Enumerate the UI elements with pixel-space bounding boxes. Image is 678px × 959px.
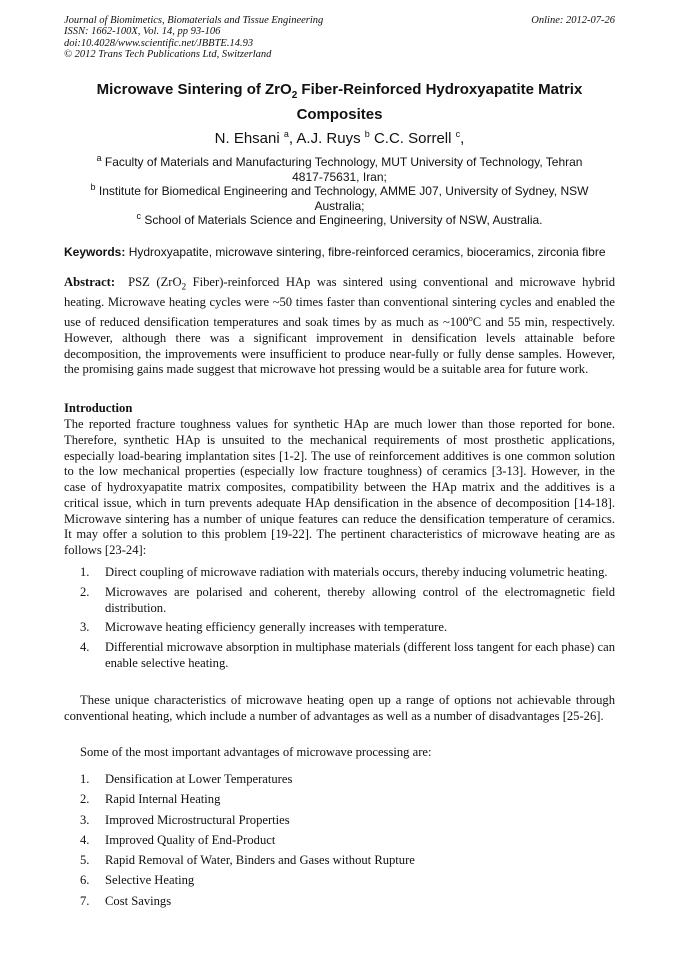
list-item-text: Improved Microstructural Properties	[105, 812, 290, 827]
list-item-number: 5.	[80, 853, 90, 868]
affiliation-a-line2: 4817-75631, Iran;	[292, 170, 387, 184]
list-item-text: Cost Savings	[105, 893, 172, 908]
list-item-text: Rapid Internal Heating	[105, 792, 221, 807]
list-item-number: 6.	[80, 873, 90, 888]
list-item-number: 4.	[80, 640, 90, 654]
author-1: N. Ehsani	[214, 130, 280, 147]
list-item	[64, 850, 615, 870]
journal-name: Journal of Biomimetics, Biomaterials and Tissue Engineering	[64, 15, 324, 26]
list-item-number: 7.	[80, 893, 90, 908]
affiliation-c-sup: c	[136, 211, 141, 221]
list-item	[64, 565, 615, 581]
list-item-text: Selective Heating	[105, 873, 195, 888]
affiliation-b-line2: Australia;	[314, 199, 365, 213]
list-item-text: Differential microwave absorption in multiphase materials (different loss tangent for each phase) can enable selective heating.	[105, 640, 615, 670]
list-item-text: Improved Quality of End-Product	[105, 832, 276, 847]
list-item-number: 2.	[80, 792, 90, 807]
list-item	[64, 585, 615, 617]
list-item	[64, 640, 615, 672]
list-item-number: 4.	[80, 832, 90, 847]
list-item-number: 3.	[80, 812, 90, 827]
author-3: C.C. Sorrell	[369, 130, 452, 147]
list-item-text: Microwave heating efficiency generally increases with temperature.	[105, 620, 448, 635]
abstract-text-b: Fiber)-reinforced HAp was sintered using conventional and microwave hybrid heating. Microwave heating cycles were ~50 times faster than conventional sintering cycles and enabled the use of reduced densification temperatures and soak times by as much as ~100	[64, 275, 615, 330]
introduction-paragraph-1: The reported fracture toughness values for synthetic HAp are much lower than those reported for bone. Therefore, synthetic HAp is unsuited to the mechanical requirements of most prosthetic applications, especially load-bearing implantation sites [1-2]. The use of reinforcement additives is one common solution to the low mechanical properties (especially low fracture toughness) of ceramics [3-13]. However, in the case of hydroxyapatite matrix composites, compatibility between the HAp matrix and the additives is a critical issue, which in turn prevents adequate HAp densification in the absence of decomposition [14-18]. Microwave sintering has a number of unique features can reduce the densification temperature of ceramics. It may offer a solution to this problem [19-22]. The pertinent characteristics of microwave heating are as follows [23-24]:	[64, 417, 615, 557]
introduction-heading-text: Introduction	[64, 401, 133, 415]
list-item-text: Direct coupling of microwave radiation with materials occurs, thereby inducing volumetric heating.	[105, 565, 608, 579]
online-date: Online: 2012-07-26	[531, 15, 615, 26]
list-item-text: Densification at Lower Temperatures	[105, 772, 293, 786]
list-item-text: Microwaves are polarised and coherent, thereby allowing control of the electromagnetic field distribution.	[105, 584, 615, 615]
introduction-paragraph-2: These unique characteristics of microwave heating open up a range of options not achievable through conventional heating, which include a number of advantages as well as a number of disadvantages [25-26].	[64, 693, 615, 723]
abstract-subscript: 2	[181, 281, 187, 292]
introduction-heading	[64, 401, 615, 417]
copyright-line: © 2012 Trans Tech Publications Ltd, Switzerland	[64, 48, 272, 60]
keywords-label: Keywords:	[64, 245, 126, 259]
advantages-list	[64, 769, 615, 911]
title-subscript: 2	[291, 90, 298, 101]
keywords	[64, 245, 624, 260]
affiliation-b-sup: b	[90, 182, 96, 192]
affiliation-b-line1: Institute for Biomedical Engineering and Technology, AMME J07, University of Sydney, NSW	[95, 184, 589, 198]
list-item-number: 1.	[80, 565, 90, 579]
list-item	[64, 830, 615, 850]
paper-title	[64, 80, 615, 124]
list-item-number: 1.	[80, 772, 90, 786]
list-item	[64, 789, 615, 809]
title-line2: Composites	[296, 106, 383, 123]
author-list	[64, 125, 615, 148]
affiliation-c	[64, 209, 615, 228]
abstract	[64, 275, 615, 378]
list-item	[64, 870, 615, 890]
abstract-label: Abstract:	[64, 275, 116, 289]
list-item-number: 3.	[80, 620, 90, 635]
list-item-number: 2.	[80, 584, 90, 599]
author-list-end: ,	[460, 130, 465, 147]
list-item	[64, 620, 615, 636]
issn-line: ISSN: 1662-100X, Vol. 14, pp 93-106	[64, 26, 221, 38]
author-2: , A.J. Ruys	[288, 130, 361, 147]
introduction-paragraph-3: Some of the most important advantages of microwave processing are:	[80, 745, 432, 759]
journal-header	[64, 15, 615, 60]
characteristics-list	[64, 565, 615, 672]
list-item-text: Rapid Removal of Water, Binders and Gases without Rupture	[105, 853, 415, 868]
author-3-affil: c	[455, 129, 461, 139]
affiliation-a-sup: a	[96, 153, 102, 163]
doi-line: doi:10.4028/www.scientific.net/JBBTE.14.93	[64, 37, 254, 49]
abstract-degree: o	[468, 314, 473, 324]
author-2-affil: b	[364, 129, 370, 139]
author-1-affil: a	[283, 129, 289, 139]
abstract-text-c: C and 55 min, respectively. However, although there was a significant improvement in densification levels attainable before decomposition, the improvements were insufficient to produce near-fully or fully dense samples. However, the promising gains made suggest that microwave hot pressing would be a suitable area for future work.	[64, 315, 615, 377]
affiliation-a-line1: Faculty of Materials and Manufacturing Technology, MUT University of Technology, Tehran	[101, 155, 583, 169]
title-part1: Microwave Sintering of ZrO	[96, 81, 292, 98]
affiliation-c-line1: School of Materials Science and Engineering, University of NSW, Australia.	[140, 213, 543, 227]
title-part2: Fiber-Reinforced Hydroxyapatite Matrix	[297, 81, 583, 98]
abstract-text-a: PSZ (ZrO	[115, 275, 182, 289]
list-item	[64, 769, 615, 789]
keywords-text: Hydroxyapatite, microwave sintering, fibre-reinforced ceramics, bioceramics, zirconia fibre	[125, 245, 606, 259]
list-item	[64, 891, 615, 911]
list-item	[64, 810, 615, 830]
